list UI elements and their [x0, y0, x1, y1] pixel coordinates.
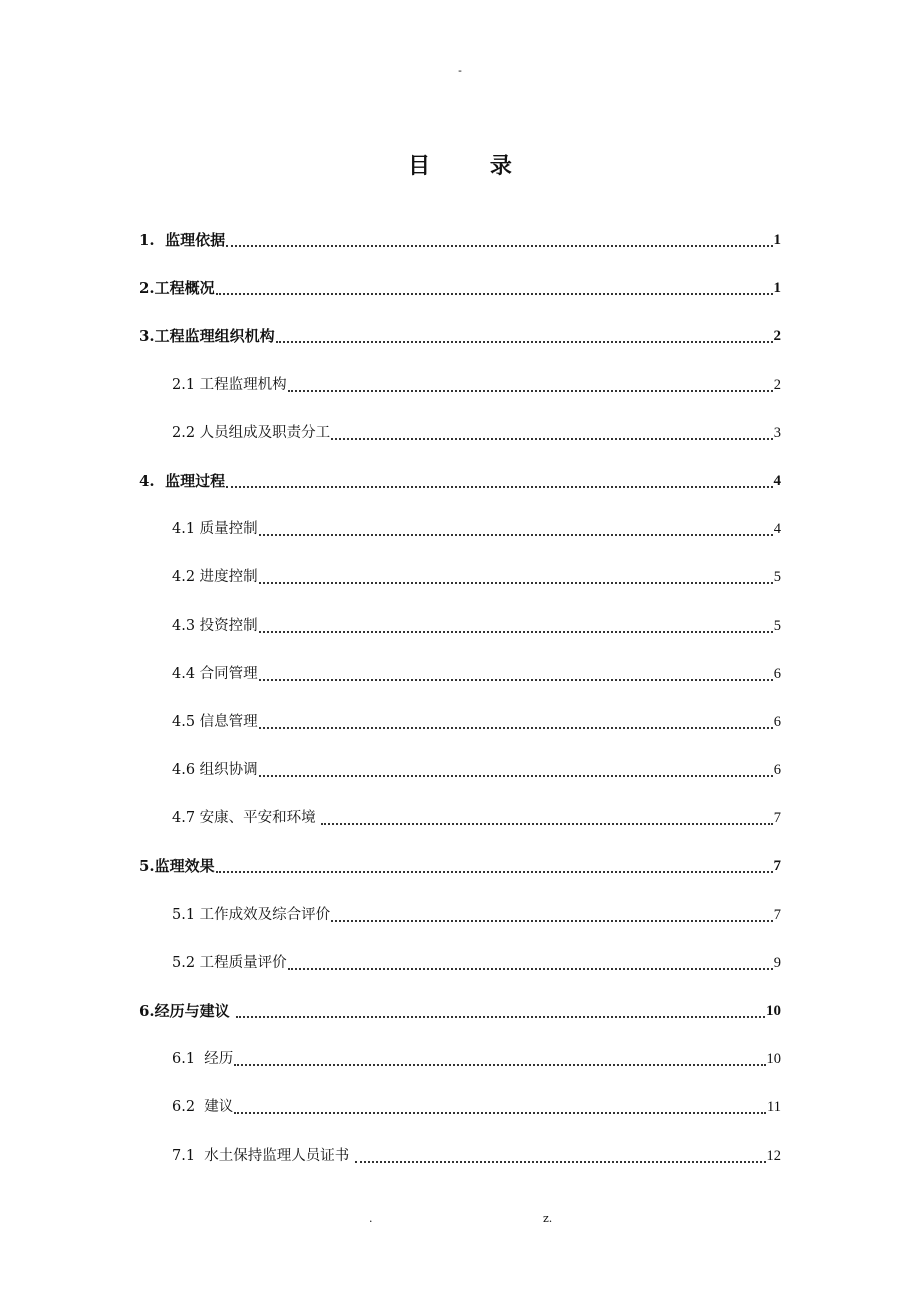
toc-entry-page-number: 7: [773, 858, 781, 875]
toc-entry[interactable]: [139, 565, 781, 613]
toc-entry-page-number: 12: [766, 1147, 781, 1164]
toc-entry-page-number: 5: [773, 569, 781, 586]
toc-entry-page-number: 6: [773, 762, 781, 779]
toc-entry-page-number: 1: [773, 280, 781, 297]
toc-entry[interactable]: [139, 806, 781, 854]
toc-dot-leader: [236, 999, 765, 1018]
toc-entry-label: 5.监理效果: [139, 857, 215, 876]
page-header-mark: -: [458, 64, 462, 77]
toc-entry-page-number: 11: [767, 1099, 781, 1116]
toc-dot-leader: [331, 421, 773, 440]
toc-dot-leader: [234, 1095, 766, 1114]
toc-dot-leader: [355, 1144, 766, 1163]
toc-entry-label: 5.1 工作成效及综合评价: [172, 906, 331, 923]
toc-entry-label: 7.1 水土保持监理人员证书: [172, 1147, 354, 1164]
toc-entry-label: 4.7 安康、平安和环境: [172, 810, 321, 827]
toc-entry[interactable]: [139, 758, 781, 806]
toc-entry[interactable]: [139, 903, 781, 951]
toc-entry-page-number: 1: [773, 232, 781, 248]
toc-entry-label: 4.6 组织协调: [172, 762, 258, 779]
toc-entry[interactable]: [139, 999, 781, 1047]
toc-dot-leader: [226, 469, 772, 488]
toc-entry[interactable]: [139, 951, 781, 999]
toc-dot-leader: [234, 1047, 765, 1066]
toc-entry[interactable]: [139, 614, 781, 662]
toc-entry[interactable]: [139, 373, 781, 421]
toc-dot-leader: [259, 710, 773, 729]
toc-entry-label: 4.5 信息管理: [172, 713, 258, 730]
toc-entry-label: 5.2 工程质量评价: [172, 954, 287, 971]
toc-dot-leader: [259, 614, 773, 633]
toc-dot-leader: [259, 565, 773, 584]
toc-entry-label: 3.工程监理组织机构: [139, 327, 275, 346]
toc-dot-leader: [288, 951, 773, 970]
toc-dot-leader: [276, 324, 773, 343]
toc-entry-page-number: 7: [773, 810, 781, 827]
toc-entry[interactable]: [139, 1047, 781, 1095]
toc-entry-page-number: 7: [773, 906, 781, 923]
toc-dot-leader: [331, 903, 773, 922]
toc-entry-label: 2.工程概况: [139, 279, 215, 298]
toc-dot-leader: [216, 276, 773, 295]
toc-dot-leader: [259, 517, 773, 536]
toc-dot-leader: [216, 854, 773, 873]
toc-entry-page-number: 5: [773, 617, 781, 634]
toc-entry-page-number: 10: [766, 1003, 781, 1019]
toc-entry-page-number: 3: [773, 424, 781, 441]
footer-left-mark: .: [369, 1212, 373, 1225]
toc-entry[interactable]: [139, 662, 781, 710]
toc-entry-page-number: 4: [773, 521, 781, 538]
toc-entry-page-number: 10: [766, 1051, 781, 1068]
toc-entry[interactable]: [139, 276, 781, 324]
toc-entry-label: 2.1 工程监理机构: [172, 376, 287, 393]
toc-entry-label: 4.4 合同管理: [172, 665, 258, 682]
toc-entry[interactable]: [139, 1144, 781, 1192]
toc-entry-label: 1. 监理依据: [139, 231, 226, 249]
toc-dot-leader: [259, 662, 773, 681]
toc-entry-page-number: 2: [773, 328, 781, 345]
toc-entry-label: 4. 监理过程: [139, 471, 226, 490]
toc-entry-page-number: 6: [773, 665, 781, 682]
footer-right-mark: z.: [543, 1212, 553, 1225]
toc-entry[interactable]: [139, 469, 781, 517]
toc-entry-page-number: 6: [773, 713, 781, 730]
toc-entry-label: 6.1 经历: [172, 1051, 234, 1068]
toc-entry-label: 6.2 建议: [172, 1099, 234, 1116]
toc-dot-leader: [288, 373, 773, 392]
toc-entry[interactable]: [139, 421, 781, 469]
toc-entry[interactable]: [139, 1095, 781, 1143]
toc-entry-label: 6.经历与建议: [139, 1002, 235, 1020]
toc-entry-label: 4.1 质量控制: [172, 521, 258, 538]
table-of-contents: [139, 228, 781, 1192]
toc-entry-page-number: 4: [773, 472, 781, 489]
toc-entry-page-number: 9: [773, 954, 781, 971]
toc-entry[interactable]: [139, 228, 781, 276]
toc-entry[interactable]: [139, 710, 781, 758]
toc-entry-label: 4.3 投资控制: [172, 617, 258, 634]
toc-entry-label: 4.2 进度控制: [172, 569, 258, 586]
toc-dot-leader: [259, 758, 773, 777]
toc-dot-leader: [226, 228, 772, 247]
page-footer: [0, 1212, 920, 1228]
toc-entry-page-number: 2: [773, 376, 781, 393]
toc-entry[interactable]: [139, 517, 781, 565]
toc-dot-leader: [321, 806, 772, 825]
toc-entry[interactable]: [139, 854, 781, 902]
toc-title: 目 录: [408, 153, 538, 179]
toc-entry-label: 2.2 人员组成及职责分工: [172, 424, 331, 441]
toc-entry[interactable]: [139, 324, 781, 372]
